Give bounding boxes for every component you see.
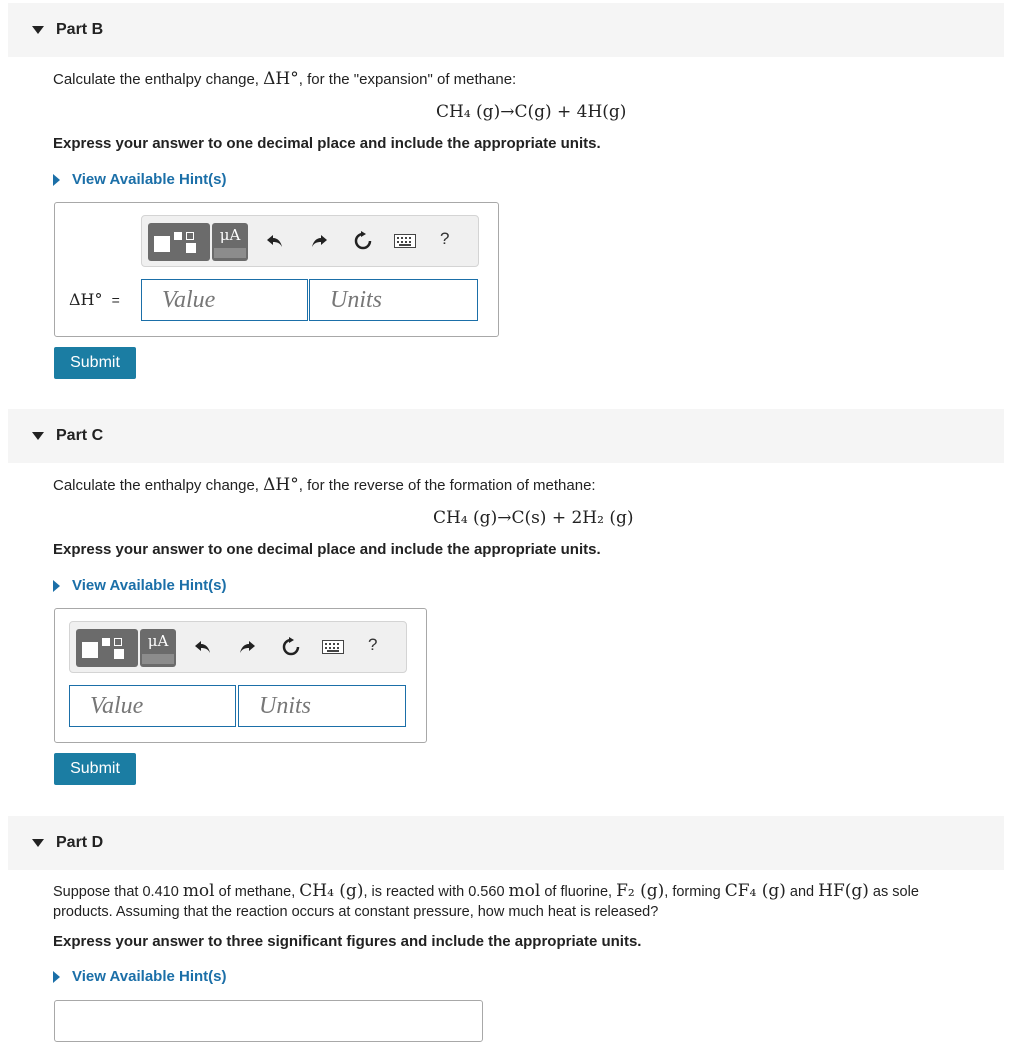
part-title: Part C	[56, 427, 104, 444]
hint-toggle[interactable]	[53, 577, 227, 594]
reset-icon[interactable]	[280, 636, 302, 658]
part-title: Part D	[56, 834, 104, 851]
units-input[interactable]: Units	[309, 279, 478, 321]
formula-hf: HF(g)	[818, 881, 869, 901]
answer-box	[54, 608, 427, 743]
answer-label	[69, 290, 120, 309]
units-input[interactable]: Units	[238, 685, 406, 727]
expand-triangle-icon	[53, 971, 60, 983]
hint-label: View Available Hint(s)	[72, 968, 227, 985]
question-prompt-line2: products. Assuming that the reaction occurs at constant pressure, how much heat is released?	[53, 904, 659, 920]
math-toolbar	[69, 621, 407, 673]
reset-icon[interactable]	[352, 230, 374, 252]
help-icon[interactable]: ?	[440, 229, 450, 248]
prompt-text: of fluorine,	[540, 884, 617, 900]
reaction-equation: CH₄ (g)→C(s) + 2H₂ (g)	[433, 508, 634, 528]
hint-label: View Available Hint(s)	[72, 577, 227, 594]
value-input[interactable]: Value	[69, 685, 236, 727]
prompt-text: , forming	[664, 884, 725, 900]
collapse-caret-icon[interactable]	[32, 839, 44, 847]
hint-label: View Available Hint(s)	[72, 171, 227, 188]
units-mu-button[interactable]	[212, 223, 248, 261]
undo-icon[interactable]	[192, 636, 214, 658]
question-prompt	[53, 475, 596, 495]
redo-icon[interactable]	[236, 636, 258, 658]
prompt-text: , for the reverse of the formation of methane:	[298, 477, 596, 494]
answer-instruction: Express your answer to one decimal place and include the appropriate units.	[53, 541, 601, 558]
equals-sign: =	[111, 292, 120, 308]
units-mu-button[interactable]	[140, 629, 176, 667]
question-prompt	[53, 881, 919, 901]
answer-instruction: Express your answer to one decimal place and include the appropriate units.	[53, 135, 601, 152]
undo-icon[interactable]	[264, 230, 286, 252]
unit-mol: mol	[508, 881, 541, 901]
delta-h-label: ΔH°	[69, 290, 103, 309]
prompt-text: of methane,	[214, 884, 300, 900]
keyboard-icon[interactable]	[322, 636, 344, 658]
question-prompt	[53, 69, 516, 89]
collapse-caret-icon[interactable]	[32, 26, 44, 34]
answer-box	[54, 202, 499, 337]
submit-button[interactable]: Submit	[54, 347, 136, 379]
part-b-header[interactable]	[8, 3, 1004, 57]
answer-box	[54, 1000, 483, 1042]
math-toolbar	[141, 215, 479, 267]
answer-instruction: Express your answer to three significant figures and include the appropriate units.	[53, 933, 642, 950]
expand-triangle-icon	[53, 174, 60, 186]
reaction-equation: CH₄ (g)→C(g) + 4H(g)	[436, 102, 627, 122]
unit-mol: mol	[182, 881, 215, 901]
redo-icon[interactable]	[308, 230, 330, 252]
delta-h-symbol: ΔH°	[263, 475, 299, 495]
collapse-caret-icon[interactable]	[32, 432, 44, 440]
mu-label: μA	[219, 226, 241, 244]
prompt-text: Calculate the enthalpy change,	[53, 477, 264, 494]
delta-h-symbol: ΔH°	[263, 69, 299, 89]
part-c-header[interactable]	[8, 409, 1004, 463]
help-icon[interactable]: ?	[368, 635, 378, 654]
mu-label: μA	[147, 632, 169, 650]
part-d-header[interactable]	[8, 816, 1004, 870]
prompt-text: Suppose that 0.410	[53, 884, 183, 900]
template-icon[interactable]	[76, 629, 138, 667]
template-icon[interactable]	[148, 223, 210, 261]
prompt-text: , for the "expansion" of methane:	[298, 71, 517, 88]
prompt-text: Calculate the enthalpy change,	[53, 71, 264, 88]
formula-ch4: CH₄ (g)	[299, 881, 364, 901]
value-input[interactable]: Value	[141, 279, 308, 321]
prompt-text: and	[785, 884, 819, 900]
hint-toggle[interactable]	[53, 171, 227, 188]
prompt-text: , is reacted with 0.560	[363, 884, 509, 900]
formula-cf4: CF₄ (g)	[724, 881, 786, 901]
expand-triangle-icon	[53, 580, 60, 592]
hint-toggle[interactable]	[53, 968, 227, 985]
part-title: Part B	[56, 21, 104, 38]
formula-f2: F₂ (g)	[616, 881, 665, 901]
prompt-text: as sole	[868, 884, 919, 900]
submit-button[interactable]: Submit	[54, 753, 136, 785]
keyboard-icon[interactable]	[394, 230, 416, 252]
